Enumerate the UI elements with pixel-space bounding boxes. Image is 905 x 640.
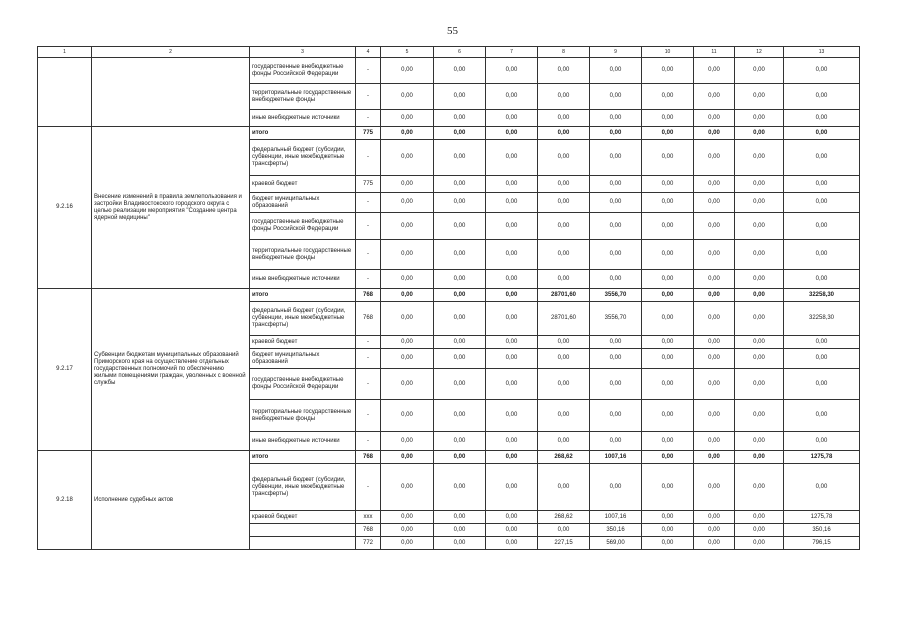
- funding-source: федеральный бюджет (субсидии, субвенции, иные межбюджетные трансферты): [250, 140, 356, 176]
- value-cell: 0,00: [642, 270, 694, 289]
- value-cell: 0,00: [694, 451, 735, 464]
- item-code: 9.2.18: [38, 451, 92, 550]
- value-cell: 0,00: [486, 400, 538, 432]
- value-cell: 0,00: [486, 302, 538, 336]
- value-cell: 0,00: [735, 213, 784, 240]
- value-cell: 0,00: [434, 140, 486, 176]
- value-cell: 796,15: [784, 537, 860, 550]
- value-cell: 0,00: [486, 524, 538, 537]
- admin-code: -: [356, 432, 381, 451]
- admin-code: -: [356, 240, 381, 270]
- value-cell: 0,00: [538, 110, 590, 127]
- value-cell: 0,00: [735, 240, 784, 270]
- value-cell: 0,00: [486, 84, 538, 110]
- value-cell: 0,00: [538, 84, 590, 110]
- table-row: [38, 127, 860, 140]
- value-cell: 0,00: [735, 432, 784, 451]
- value-cell: 0,00: [538, 270, 590, 289]
- value-cell: 0,00: [735, 400, 784, 432]
- value-cell: 0,00: [784, 464, 860, 511]
- column-header: 1: [38, 47, 92, 58]
- value-cell: 0,00: [784, 193, 860, 213]
- value-cell: 0,00: [434, 432, 486, 451]
- value-cell: 0,00: [735, 369, 784, 400]
- funding-source: итого: [250, 289, 356, 302]
- admin-code: 768: [356, 302, 381, 336]
- value-cell: 0,00: [694, 537, 735, 550]
- value-cell: 0,00: [381, 110, 434, 127]
- item-code: [38, 58, 92, 127]
- value-cell: 0,00: [538, 464, 590, 511]
- admin-code: 768: [356, 289, 381, 302]
- value-cell: 0,00: [486, 240, 538, 270]
- value-cell: 0,00: [784, 84, 860, 110]
- value-cell: 0,00: [381, 511, 434, 524]
- value-cell: 0,00: [735, 302, 784, 336]
- value-cell: 1007,16: [590, 451, 642, 464]
- admin-code: 775: [356, 127, 381, 140]
- value-cell: 0,00: [735, 524, 784, 537]
- value-cell: 0,00: [694, 176, 735, 193]
- value-cell: 0,00: [784, 240, 860, 270]
- value-cell: 0,00: [784, 213, 860, 240]
- value-cell: 0,00: [381, 127, 434, 140]
- value-cell: 0,00: [642, 336, 694, 349]
- funding-source: государственные внебюджетные фонды Российской Федерации: [250, 213, 356, 240]
- table-row: [38, 451, 860, 464]
- value-cell: 0,00: [694, 193, 735, 213]
- value-cell: 32258,30: [784, 289, 860, 302]
- value-cell: 0,00: [642, 240, 694, 270]
- column-header: 9: [590, 47, 642, 58]
- value-cell: 0,00: [694, 432, 735, 451]
- value-cell: 0,00: [735, 537, 784, 550]
- value-cell: 0,00: [784, 270, 860, 289]
- header-row: [38, 47, 860, 58]
- value-cell: 0,00: [590, 432, 642, 451]
- value-cell: 0,00: [694, 270, 735, 289]
- value-cell: 350,16: [784, 524, 860, 537]
- value-cell: 0,00: [538, 127, 590, 140]
- value-cell: 1007,16: [590, 511, 642, 524]
- admin-code: 768: [356, 524, 381, 537]
- value-cell: 0,00: [735, 193, 784, 213]
- value-cell: 0,00: [784, 58, 860, 84]
- value-cell: 0,00: [642, 140, 694, 176]
- column-header: 10: [642, 47, 694, 58]
- value-cell: 0,00: [381, 58, 434, 84]
- value-cell: 0,00: [486, 176, 538, 193]
- value-cell: 0,00: [538, 336, 590, 349]
- value-cell: 0,00: [381, 349, 434, 369]
- funding-source: бюджет муниципальных образований: [250, 193, 356, 213]
- value-cell: 0,00: [381, 302, 434, 336]
- funding-source: федеральный бюджет (субсидии, субвенции, иные межбюджетные трансферты): [250, 464, 356, 511]
- value-cell: 0,00: [642, 464, 694, 511]
- value-cell: 3556,70: [590, 302, 642, 336]
- value-cell: 0,00: [434, 511, 486, 524]
- value-cell: 0,00: [642, 110, 694, 127]
- value-cell: 0,00: [538, 349, 590, 369]
- column-header: 5: [381, 47, 434, 58]
- value-cell: 0,00: [381, 451, 434, 464]
- admin-code: -: [356, 464, 381, 511]
- value-cell: 0,00: [642, 84, 694, 110]
- value-cell: 0,00: [642, 524, 694, 537]
- value-cell: 0,00: [694, 213, 735, 240]
- value-cell: 0,00: [538, 193, 590, 213]
- funding-source: иные внебюджетные источники: [250, 270, 356, 289]
- value-cell: 0,00: [381, 336, 434, 349]
- value-cell: 0,00: [590, 400, 642, 432]
- value-cell: 0,00: [784, 140, 860, 176]
- value-cell: 0,00: [735, 140, 784, 176]
- value-cell: 0,00: [642, 213, 694, 240]
- value-cell: 0,00: [694, 524, 735, 537]
- value-cell: 0,00: [486, 451, 538, 464]
- value-cell: 0,00: [642, 537, 694, 550]
- value-cell: 0,00: [538, 432, 590, 451]
- value-cell: 0,00: [486, 349, 538, 369]
- funding-source: [250, 524, 356, 537]
- value-cell: 0,00: [434, 193, 486, 213]
- value-cell: 0,00: [381, 213, 434, 240]
- funding-source: краевой бюджет: [250, 511, 356, 524]
- value-cell: 268,62: [538, 511, 590, 524]
- funding-source: территориальные государственные внебюджетные фонды: [250, 400, 356, 432]
- value-cell: 0,00: [434, 369, 486, 400]
- value-cell: 0,00: [694, 240, 735, 270]
- value-cell: 1275,78: [784, 511, 860, 524]
- value-cell: 0,00: [434, 451, 486, 464]
- value-cell: 0,00: [694, 127, 735, 140]
- value-cell: 0,00: [694, 289, 735, 302]
- admin-code: -: [356, 58, 381, 84]
- admin-code: 768: [356, 451, 381, 464]
- value-cell: 0,00: [642, 176, 694, 193]
- admin-code: -: [356, 369, 381, 400]
- value-cell: 0,00: [590, 349, 642, 369]
- value-cell: 0,00: [694, 369, 735, 400]
- value-cell: 0,00: [434, 524, 486, 537]
- funding-source: иные внебюджетные источники: [250, 110, 356, 127]
- value-cell: 0,00: [590, 58, 642, 84]
- value-cell: 0,00: [642, 511, 694, 524]
- value-cell: 0,00: [694, 58, 735, 84]
- value-cell: 0,00: [486, 213, 538, 240]
- funding-source: бюджет муниципальных образований: [250, 349, 356, 369]
- value-cell: 0,00: [590, 140, 642, 176]
- column-header: 8: [538, 47, 590, 58]
- value-cell: 32258,30: [784, 302, 860, 336]
- column-header: 12: [735, 47, 784, 58]
- value-cell: 0,00: [642, 400, 694, 432]
- value-cell: 0,00: [486, 289, 538, 302]
- funding-source: государственные внебюджетные фонды Российской Федерации: [250, 369, 356, 400]
- value-cell: 0,00: [735, 176, 784, 193]
- value-cell: 0,00: [642, 302, 694, 336]
- value-cell: 0,00: [381, 464, 434, 511]
- value-cell: 0,00: [538, 58, 590, 84]
- page-number: 55: [447, 25, 458, 37]
- admin-code: 772: [356, 537, 381, 550]
- value-cell: 0,00: [694, 110, 735, 127]
- table-row: [38, 289, 860, 302]
- value-cell: 0,00: [486, 432, 538, 451]
- value-cell: 0,00: [590, 270, 642, 289]
- value-cell: 0,00: [735, 349, 784, 369]
- item-code: 9.2.16: [38, 127, 92, 289]
- funding-source: краевой бюджет: [250, 176, 356, 193]
- value-cell: 0,00: [590, 110, 642, 127]
- value-cell: 0,00: [590, 176, 642, 193]
- item-description: [92, 58, 250, 127]
- value-cell: 0,00: [590, 240, 642, 270]
- value-cell: 0,00: [642, 58, 694, 84]
- value-cell: 0,00: [486, 193, 538, 213]
- value-cell: 3556,70: [590, 289, 642, 302]
- value-cell: 0,00: [694, 464, 735, 511]
- value-cell: 0,00: [434, 400, 486, 432]
- funding-source: итого: [250, 127, 356, 140]
- value-cell: 0,00: [694, 84, 735, 110]
- admin-code: -: [356, 193, 381, 213]
- value-cell: 0,00: [434, 336, 486, 349]
- column-header: 13: [784, 47, 860, 58]
- value-cell: 0,00: [381, 240, 434, 270]
- value-cell: 0,00: [694, 349, 735, 369]
- admin-code: xxx: [356, 511, 381, 524]
- value-cell: 0,00: [784, 400, 860, 432]
- value-cell: 0,00: [642, 451, 694, 464]
- funding-source: федеральный бюджет (субсидии, субвенции, иные межбюджетные трансферты): [250, 302, 356, 336]
- value-cell: 0,00: [642, 432, 694, 451]
- value-cell: 0,00: [642, 369, 694, 400]
- value-cell: 0,00: [735, 464, 784, 511]
- admin-code: -: [356, 140, 381, 176]
- value-cell: 0,00: [434, 110, 486, 127]
- value-cell: 0,00: [538, 213, 590, 240]
- value-cell: 0,00: [694, 511, 735, 524]
- admin-code: -: [356, 84, 381, 110]
- value-cell: 0,00: [538, 524, 590, 537]
- value-cell: 0,00: [434, 176, 486, 193]
- value-cell: 227,15: [538, 537, 590, 550]
- value-cell: 569,00: [590, 537, 642, 550]
- admin-code: -: [356, 110, 381, 127]
- value-cell: 0,00: [486, 270, 538, 289]
- value-cell: 0,00: [434, 537, 486, 550]
- funding-source: территориальные государственные внебюджетные фонды: [250, 84, 356, 110]
- value-cell: 0,00: [784, 432, 860, 451]
- value-cell: 0,00: [642, 289, 694, 302]
- admin-code: -: [356, 400, 381, 432]
- value-cell: 0,00: [735, 451, 784, 464]
- value-cell: 0,00: [784, 127, 860, 140]
- item-description: Исполнение судебных актов: [92, 451, 250, 550]
- column-header: 2: [92, 47, 250, 58]
- value-cell: 0,00: [381, 400, 434, 432]
- value-cell: 0,00: [486, 58, 538, 84]
- value-cell: 0,00: [381, 140, 434, 176]
- column-header: 3: [250, 47, 356, 58]
- value-cell: 0,00: [381, 369, 434, 400]
- value-cell: 0,00: [590, 213, 642, 240]
- value-cell: 0,00: [381, 193, 434, 213]
- value-cell: 0,00: [694, 140, 735, 176]
- value-cell: 0,00: [735, 84, 784, 110]
- value-cell: 0,00: [694, 400, 735, 432]
- admin-code: -: [356, 213, 381, 240]
- value-cell: 0,00: [486, 464, 538, 511]
- item-code: 9.2.17: [38, 289, 92, 451]
- value-cell: 0,00: [694, 336, 735, 349]
- value-cell: 0,00: [486, 110, 538, 127]
- value-cell: 0,00: [590, 127, 642, 140]
- value-cell: 0,00: [642, 193, 694, 213]
- value-cell: 0,00: [642, 349, 694, 369]
- value-cell: 0,00: [381, 84, 434, 110]
- column-header: 7: [486, 47, 538, 58]
- value-cell: 0,00: [538, 240, 590, 270]
- value-cell: 0,00: [538, 400, 590, 432]
- value-cell: 0,00: [486, 127, 538, 140]
- admin-code: 775: [356, 176, 381, 193]
- value-cell: 0,00: [784, 176, 860, 193]
- value-cell: 0,00: [590, 369, 642, 400]
- admin-code: -: [356, 270, 381, 289]
- value-cell: 350,16: [590, 524, 642, 537]
- item-description: Внесение изменений в правила землепользования и застройки Владивостокского городского округа с целью реализации мероприятия "Создание центра ядерной медицины": [92, 127, 250, 289]
- value-cell: 0,00: [434, 270, 486, 289]
- value-cell: 0,00: [784, 110, 860, 127]
- value-cell: 0,00: [381, 524, 434, 537]
- value-cell: 0,00: [590, 464, 642, 511]
- value-cell: 0,00: [784, 349, 860, 369]
- value-cell: 0,00: [735, 336, 784, 349]
- value-cell: 268,62: [538, 451, 590, 464]
- value-cell: 0,00: [434, 302, 486, 336]
- value-cell: 0,00: [381, 270, 434, 289]
- value-cell: 0,00: [784, 336, 860, 349]
- value-cell: 0,00: [642, 127, 694, 140]
- value-cell: 0,00: [434, 127, 486, 140]
- value-cell: 0,00: [434, 58, 486, 84]
- value-cell: 28701,60: [538, 302, 590, 336]
- value-cell: 0,00: [486, 537, 538, 550]
- table-row: [38, 58, 860, 84]
- value-cell: 0,00: [434, 84, 486, 110]
- funding-source: итого: [250, 451, 356, 464]
- value-cell: 0,00: [590, 84, 642, 110]
- value-cell: 0,00: [434, 349, 486, 369]
- funding-source: иные внебюджетные источники: [250, 432, 356, 451]
- value-cell: 0,00: [486, 511, 538, 524]
- value-cell: 0,00: [486, 336, 538, 349]
- funding-source: государственные внебюджетные фонды Российской Федерации: [250, 58, 356, 84]
- admin-code: -: [356, 336, 381, 349]
- value-cell: 0,00: [735, 289, 784, 302]
- value-cell: 0,00: [538, 140, 590, 176]
- funding-source: территориальные государственные внебюджетные фонды: [250, 240, 356, 270]
- value-cell: 0,00: [538, 369, 590, 400]
- admin-code: -: [356, 349, 381, 369]
- funding-source: краевой бюджет: [250, 336, 356, 349]
- value-cell: 0,00: [381, 432, 434, 451]
- value-cell: 0,00: [784, 369, 860, 400]
- value-cell: 1275,78: [784, 451, 860, 464]
- value-cell: 28701,60: [538, 289, 590, 302]
- value-cell: 0,00: [381, 176, 434, 193]
- value-cell: 0,00: [486, 369, 538, 400]
- value-cell: 0,00: [381, 537, 434, 550]
- funding-source: [250, 537, 356, 550]
- value-cell: 0,00: [590, 336, 642, 349]
- value-cell: 0,00: [590, 193, 642, 213]
- value-cell: 0,00: [735, 58, 784, 84]
- column-header: 11: [694, 47, 735, 58]
- value-cell: 0,00: [434, 213, 486, 240]
- value-cell: 0,00: [735, 270, 784, 289]
- item-description: Субвенции бюджетам муниципальных образований Приморского края на осуществление отдельных государственных полномочий по обеспечению жилыми помещениями граждан, уволенных с военной службы: [92, 289, 250, 451]
- value-cell: 0,00: [486, 140, 538, 176]
- value-cell: 0,00: [694, 302, 735, 336]
- value-cell: 0,00: [735, 127, 784, 140]
- value-cell: 0,00: [538, 176, 590, 193]
- value-cell: 0,00: [434, 240, 486, 270]
- budget-table: [37, 46, 860, 550]
- column-header: 6: [434, 47, 486, 58]
- value-cell: 0,00: [434, 464, 486, 511]
- column-header: 4: [356, 47, 381, 58]
- value-cell: 0,00: [381, 289, 434, 302]
- value-cell: 0,00: [735, 110, 784, 127]
- value-cell: 0,00: [735, 511, 784, 524]
- value-cell: 0,00: [434, 289, 486, 302]
